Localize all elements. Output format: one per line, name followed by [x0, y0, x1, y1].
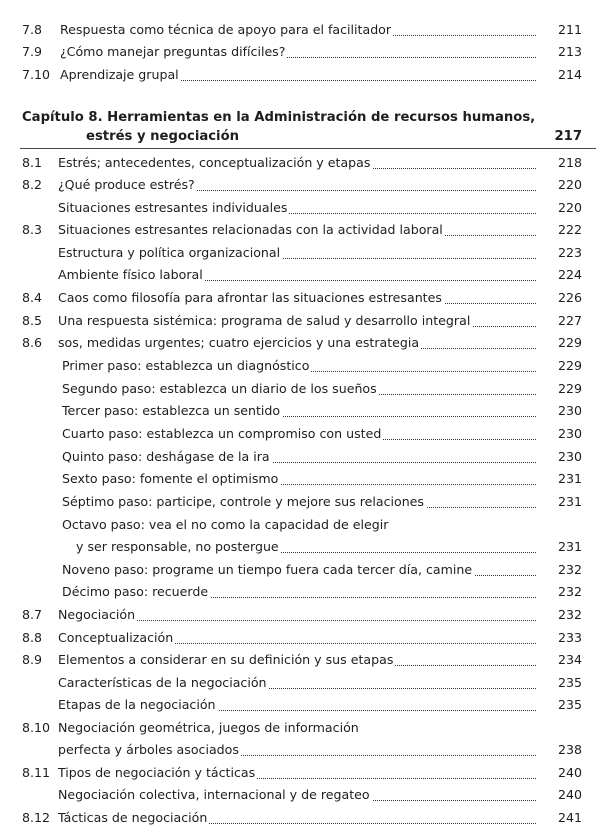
page-number: 241	[557, 810, 582, 825]
page-number: 233	[557, 630, 582, 645]
toc-row	[0, 200, 600, 222]
section-title: Características de la negociación	[58, 675, 267, 690]
toc-row	[0, 765, 600, 787]
section-title: Noveno paso: programe un tiempo fuera cada tercer día, camine	[62, 562, 473, 577]
toc-row	[0, 720, 600, 742]
page-number: 218	[557, 155, 582, 170]
section-title: Décimo paso: recuerde	[62, 584, 209, 599]
toc-row	[0, 539, 600, 561]
toc-row	[0, 358, 600, 380]
section-title: Tercer paso: establezca un sentido	[62, 403, 281, 418]
page-number: 235	[557, 697, 582, 712]
page-number: 240	[557, 787, 582, 802]
section-title: Elementos a considerar en su definición y sus etapas	[58, 652, 394, 667]
toc-row	[0, 313, 600, 335]
toc-row	[0, 584, 600, 606]
chapter-heading	[22, 110, 536, 144]
section-title: sos, medidas urgentes; cuatro ejercicios y una estrategia	[58, 335, 420, 350]
toc-row	[0, 22, 600, 44]
section-title: ¿Qué produce estrés?	[58, 177, 195, 192]
section-number: 8.4	[22, 290, 43, 305]
section-number: 8.12	[22, 810, 51, 825]
toc-row	[0, 67, 600, 89]
page-number: 223	[557, 245, 582, 260]
section-title: Situaciones estresantes individuales	[58, 200, 288, 215]
section-number: 8.8	[22, 630, 43, 645]
toc-row	[0, 787, 600, 809]
page-number: 232	[557, 562, 582, 577]
page-number: 222	[557, 222, 582, 237]
section-title: Negociación geométrica, juegos de información	[58, 720, 359, 735]
section-title: Cuarto paso: establezca un compromiso con usted	[62, 426, 382, 441]
chapter-divider	[20, 148, 596, 149]
section-number: 7.10	[22, 67, 51, 82]
page-number: 229	[557, 381, 582, 396]
section-number: 8.10	[22, 720, 51, 735]
page-number: 229	[557, 335, 582, 350]
toc-row	[0, 449, 600, 471]
page-number: 231	[557, 471, 582, 486]
page-number: 232	[557, 607, 582, 622]
section-number: 8.6	[22, 335, 43, 350]
page-number: 229	[557, 358, 582, 373]
section-title: perfecta y árboles asociados	[58, 742, 239, 757]
page-number: 226	[557, 290, 582, 305]
toc-row	[0, 630, 600, 652]
page-number: 230	[557, 449, 582, 464]
section-title: Estructura y política organizacional	[58, 245, 281, 260]
section-title: ¿Cómo manejar preguntas difíciles?	[60, 44, 286, 59]
toc-row	[0, 403, 600, 425]
toc-row	[0, 335, 600, 357]
toc-row	[0, 517, 600, 539]
page-number: 227	[557, 313, 582, 328]
toc-row	[0, 652, 600, 674]
section-number: 8.5	[22, 313, 43, 328]
toc-row	[0, 607, 600, 629]
toc-row	[0, 155, 600, 177]
toc-row	[0, 742, 600, 764]
toc-row	[0, 245, 600, 267]
page-number: 231	[557, 494, 582, 509]
toc-row	[0, 471, 600, 493]
section-title: Caos como filosofía para afrontar las situaciones estresantes	[58, 290, 442, 305]
toc-row	[0, 810, 600, 832]
page-number: 238	[557, 742, 582, 757]
page-number: 235	[557, 675, 582, 690]
toc-row	[0, 381, 600, 403]
section-title: Respuesta como técnica de apoyo para el facilitador	[60, 22, 392, 37]
section-title: Negociación	[58, 607, 136, 622]
toc-row	[0, 44, 600, 66]
page-number: 220	[557, 177, 582, 192]
section-title: Una respuesta sistémica: programa de salud y desarrollo integral	[58, 313, 471, 328]
toc-row	[0, 267, 600, 289]
toc-row	[0, 290, 600, 312]
section-title: Etapas de la negociación	[58, 697, 216, 712]
section-title: Séptimo paso: participe, controle y mejore sus relaciones	[62, 494, 424, 509]
section-title: Tácticas de negociación	[58, 810, 208, 825]
page-number: 214	[557, 67, 582, 82]
section-title: Primer paso: establezca un diagnóstico	[62, 358, 310, 373]
section-number: 8.11	[22, 765, 51, 780]
section-title: Conceptualización	[58, 630, 174, 645]
section-title: Negociación colectiva, internacional y de regateo	[58, 787, 370, 802]
page-number: 224	[557, 267, 582, 282]
section-title: Aprendizaje grupal	[60, 67, 179, 82]
page-number: 240	[557, 765, 582, 780]
page-number: 220	[557, 200, 582, 215]
section-number: 8.7	[22, 607, 43, 622]
toc-row	[0, 562, 600, 584]
section-title: Octavo paso: vea el no como la capacidad de elegir	[62, 517, 389, 532]
toc-row	[0, 426, 600, 448]
toc-row	[0, 697, 600, 719]
section-title: Ambiente físico laboral	[58, 267, 203, 282]
page-number: 234	[557, 652, 582, 667]
page-number: 230	[557, 426, 582, 441]
toc-row	[0, 222, 600, 244]
page-number: 211	[557, 22, 582, 37]
section-number: 8.9	[22, 652, 43, 667]
section-number: 8.2	[22, 177, 43, 192]
toc-row	[0, 177, 600, 199]
section-title: Segundo paso: establezca un diario de los sueños	[62, 381, 377, 396]
section-number: 7.9	[22, 44, 43, 59]
chapter-title-line2: estrés y negociación	[86, 129, 240, 144]
page-number: 231	[557, 539, 582, 554]
section-title: Tipos de negociación y tácticas	[58, 765, 256, 780]
chapter-page-number: 217	[554, 129, 582, 144]
section-title: Situaciones estresantes relacionadas con la actividad laboral	[58, 222, 443, 237]
section-number: 7.8	[22, 22, 43, 37]
section-title: y ser responsable, no postergue	[76, 539, 279, 554]
section-number: 8.3	[22, 222, 43, 237]
chapter-title-line1: Capítulo 8. Herramientas en la Administración de recursos humanos,	[22, 110, 536, 125]
page-number: 230	[557, 403, 582, 418]
section-title: Estrés; antecedentes, conceptualización y etapas	[58, 155, 371, 170]
section-title: Quinto paso: deshágase de la ira	[62, 449, 270, 464]
page-number: 213	[557, 44, 582, 59]
toc-row	[0, 494, 600, 516]
page-number: 232	[557, 584, 582, 599]
section-title: Sexto paso: fomente el optimismo	[62, 471, 279, 486]
section-number: 8.1	[22, 155, 43, 170]
toc-row	[0, 675, 600, 697]
